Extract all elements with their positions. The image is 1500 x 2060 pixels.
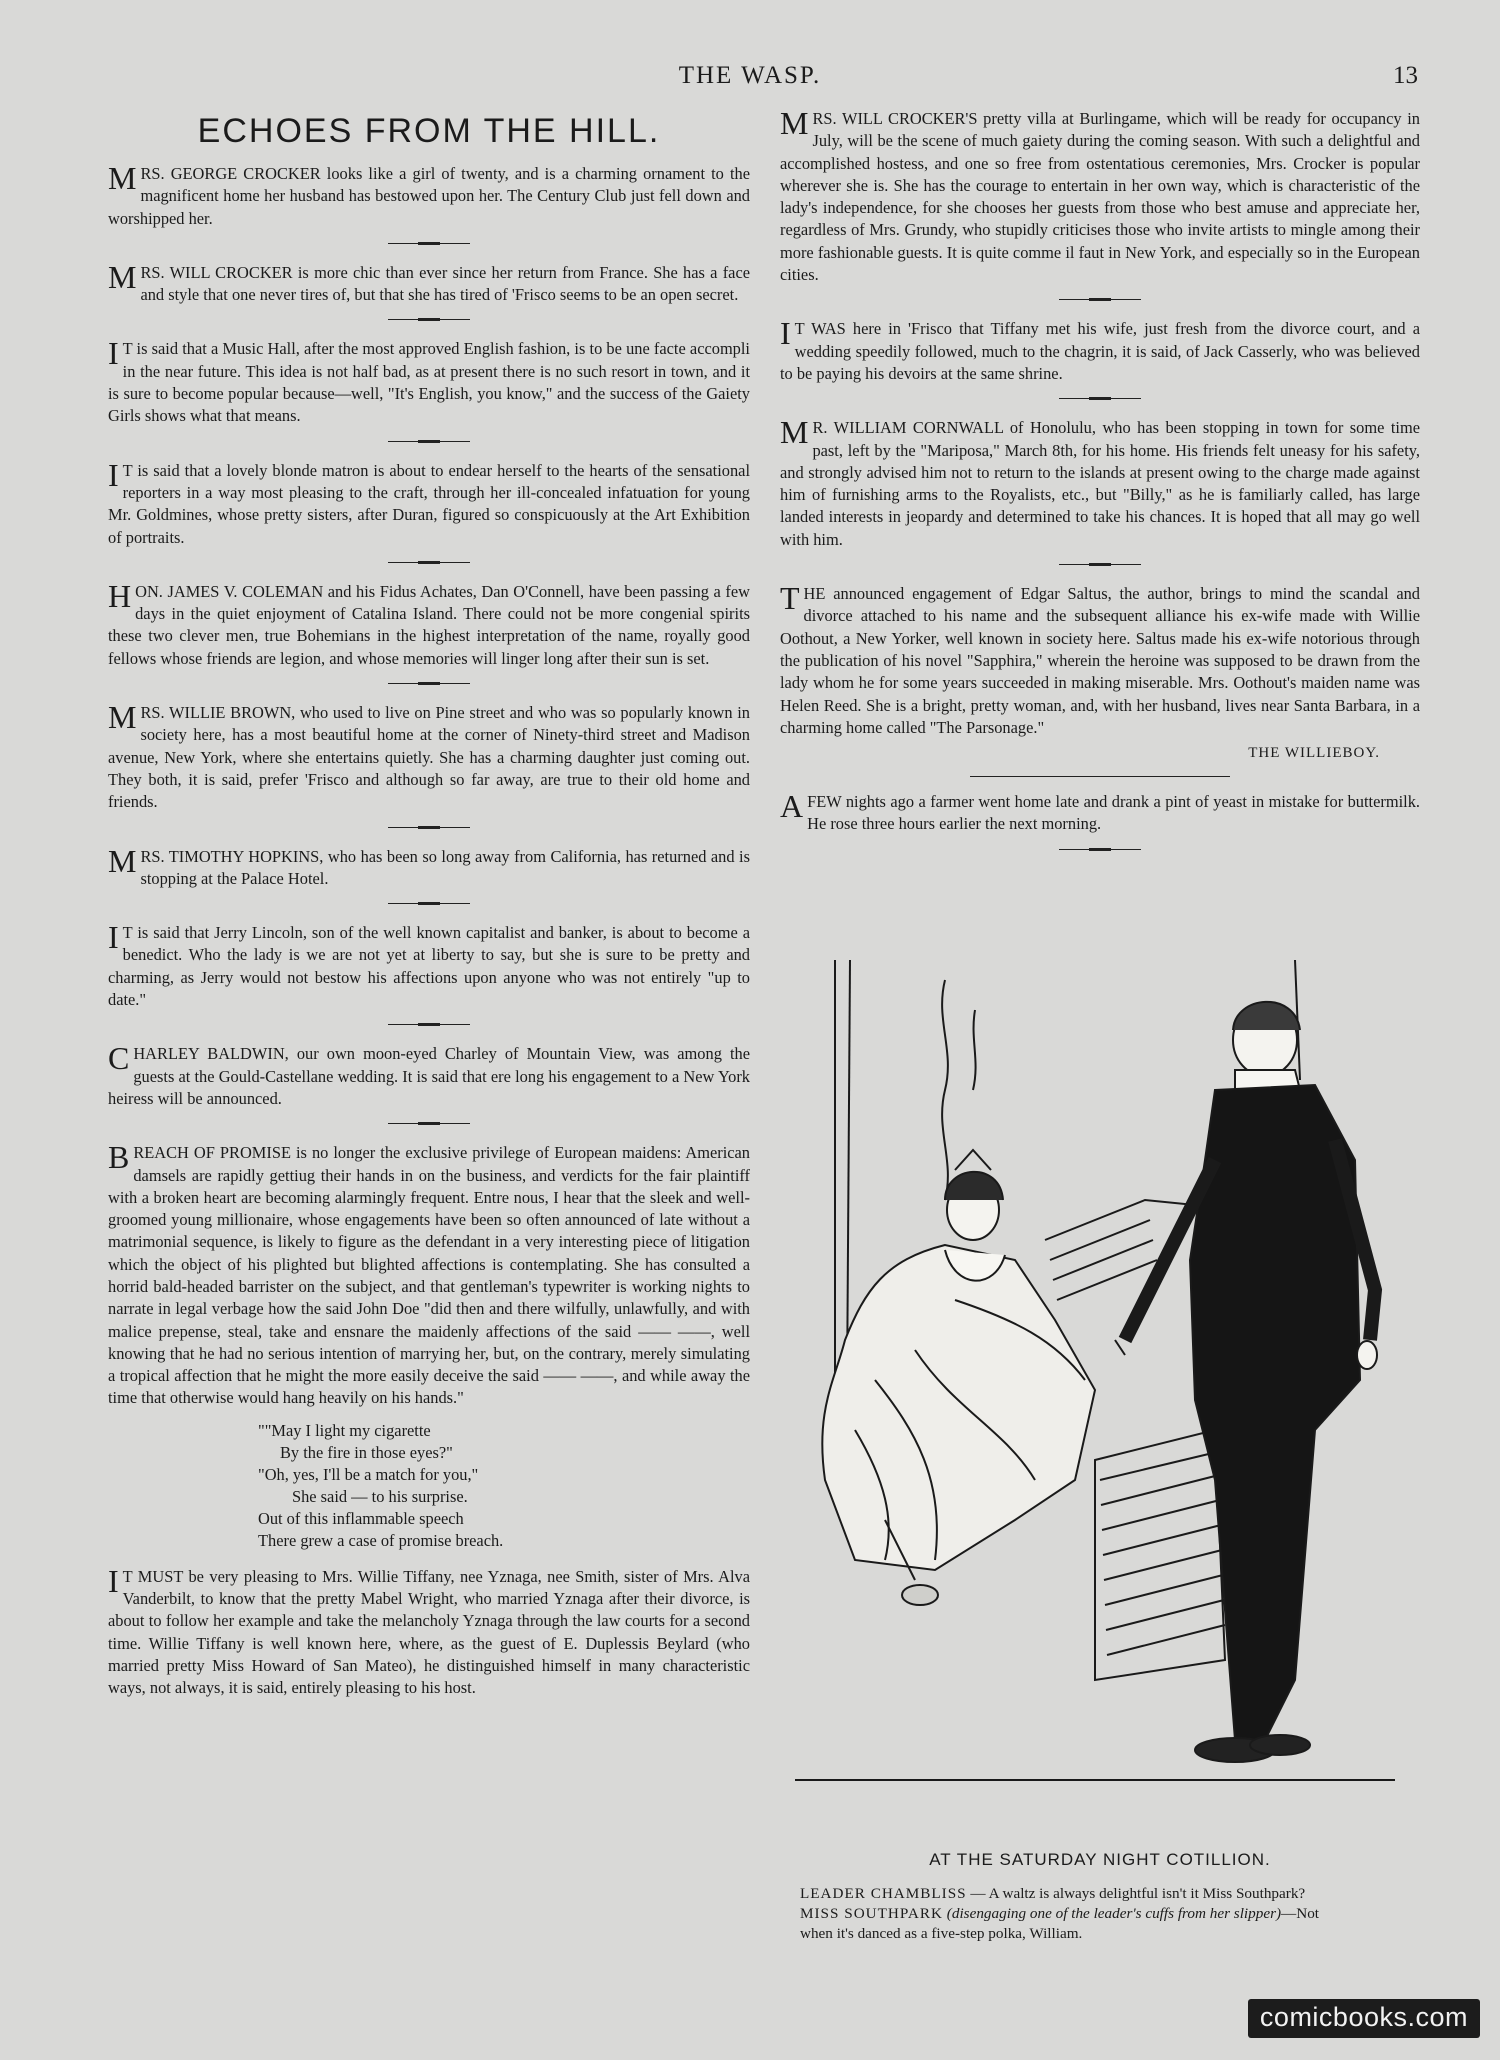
dialogue-southpark: —Not when it's danced as a five-step polka, William. bbox=[800, 1905, 1320, 1942]
drop-cap: A bbox=[780, 788, 804, 825]
drop-cap: I bbox=[108, 335, 119, 372]
separator bbox=[388, 683, 470, 684]
poem-line: By the fire in those eyes?" bbox=[280, 1442, 453, 1462]
item-text: FEW nights ago a farmer went home late and drank a pint of yeast in mistake for buttermilk. He rose three hours earlier the next morning. bbox=[807, 792, 1420, 834]
item-breach-of-promise bbox=[108, 1139, 750, 1410]
drop-cap: M bbox=[108, 160, 137, 196]
caption-line-1 bbox=[800, 1884, 1330, 1904]
drop-cap: H bbox=[108, 577, 132, 614]
item-text: T is said that Jerry Lincoln, son of the well known capitalist and banker, is about to become a benedict. Who the lady is we are not yet at liberty to say, but she is sure to be pretty and charming, as Jerry would not bestow his affections upon anyone who was not entirely "up to date." bbox=[108, 923, 750, 1010]
item-text: REACH OF PROMISE is no longer the exclusive privilege of European maidens: American damsels are rapidly gettiug their hands in on the business, and verdicts for the fair plaintiff with a broken heart are becoming alarmingly frequent. Entre nous, I hear that the sleek and well-groomed young millionaire, whose engagements have been so often announced of late without a matrimonial sequence, is likely to figure as the defendant in a very interesting piece of litigation which the object of his plighted but blighted affections is contemplating. She has consulted a horrid bald-headed barrister on the subject, and that gentleman's typewriter is working nights to narrate in legal verbage how the said John Doe "did then and there wilfully, unlawfully, and with malice prepense, steal, take and ensnare the maidenly affections of the said —— ——, well knowing that he had no serious intention of marrying her, but, on the contrary, merely simulating a tropical affection that he might the more easily deceive the said —— ——, and while away the time that otherwise would hang heavily on his hands." bbox=[108, 1143, 750, 1408]
drop-cap: T bbox=[780, 580, 800, 617]
page-header bbox=[0, 62, 1500, 92]
left-column bbox=[108, 108, 750, 1700]
separator bbox=[388, 243, 470, 244]
poem-line: Out of this inflammable speech bbox=[258, 1508, 464, 1528]
item-text: R. WILLIAM CORNWALL of Honolulu, who has been stopping in town for some time past, left by the "Mariposa," March 8th, for his home. His friends felt uneasy for his safety, and strongly advised him not to return to the islands at present owing to the charge made against him of furnishing arms to the Royalists, etc., but "Billy," as he is familiarly called, has large landed interests in jeopardy and determined to take his chances. It is hoped that all may go well with him. bbox=[780, 418, 1420, 549]
item-crocker-villa bbox=[780, 105, 1420, 286]
item-text: HARLEY BALDWIN, our own moon-eyed Charley of Mountain View, was among the guests at the Gould-Castellane wedding. It is said that ere long his engagement to a New York heiress will be announced. bbox=[108, 1044, 750, 1108]
item-blonde-matron bbox=[108, 456, 750, 549]
illustration-caption bbox=[800, 1884, 1330, 1944]
separator bbox=[388, 903, 470, 904]
separator bbox=[388, 1123, 470, 1124]
separator bbox=[1059, 849, 1141, 850]
drop-cap: M bbox=[780, 105, 809, 141]
dialogue-chambliss: — A waltz is always delightful isn't it Miss Southpark? bbox=[970, 1885, 1306, 1902]
separator bbox=[388, 319, 470, 320]
separator bbox=[1059, 299, 1141, 300]
item-text: T is said that a lovely blonde matron is about to endear herself to the hearts of the sensational reporters in a way most pleasing to the craft, through her ill-concealed infatuation for young Mr. Goldmines, whose pretty sisters, after Duran, figured so conspicuously at the Art Exhibition of portraits. bbox=[108, 460, 750, 547]
drop-cap: I bbox=[108, 456, 119, 493]
separator bbox=[1059, 398, 1141, 399]
drop-cap: C bbox=[108, 1040, 130, 1077]
masthead: THE WASP. bbox=[678, 62, 822, 89]
drop-cap: I bbox=[108, 919, 119, 956]
drop-cap: M bbox=[108, 699, 137, 736]
item-text: ON. JAMES V. COLEMAN and his Fidus Achates, Dan O'Connell, have been passing a few days in the quiet enjoyment of Catalina Island. There could not be more congenial spirits these two clever men, true Bohemians in the highest interpretation of the name, royally good fellows whose friends are legion, and whose memories will linger long after their sun is set. bbox=[108, 581, 750, 668]
item-william-cornwall bbox=[780, 414, 1420, 551]
item-text: RS. WILL CROCKER'S pretty villa at Burlingame, which will be ready for occupancy in July, will be the scene of much gaiety during the coming season. With such a delightful and accomplished hostess, and one so free from ostentatious ceremonies, Mrs. Crocker is popular wherever she is. She has the courage to entertain in her own way, which is characteristic of the lady's independence, for she chooses her guests from those who best amuse and appreciate her, regardless of Mrs. Grundy, who stupidly criticises those who invite artists to mingle among their more fashionable guests. It is quite comme il faut in New York, and especially so in the European cities. bbox=[780, 109, 1420, 285]
item-music-hall bbox=[108, 335, 750, 427]
article-title: ECHOES FROM THE HILL. bbox=[197, 112, 661, 150]
drop-cap: I bbox=[780, 315, 791, 352]
cotillion-illustration bbox=[795, 960, 1395, 1790]
item-willie-tiffany bbox=[108, 1562, 750, 1700]
item-edgar-saltus bbox=[780, 580, 1420, 739]
item-text: T is said that a Music Hall, after the most approved English fashion, is to be une facte accompli in the near future. This idea is not half bad, as at present there is no such resort in town, and it is sure to become popular because—well, "It's English, you know," and the success of the Gaiety Girls shows what that means. bbox=[108, 339, 750, 426]
item-text: T WAS here in 'Frisco that Tiffany met his wife, just fresh from the divorce court, and a wedding speedily followed, much to the chagrin, it is said, of Jack Casserly, who was believed to be paying his devoirs at the same shrine. bbox=[780, 319, 1420, 383]
separator bbox=[388, 562, 470, 563]
illustration-title: AT THE SATURDAY NIGHT COTILLION. bbox=[929, 1850, 1271, 1869]
separator-long bbox=[970, 776, 1230, 777]
item-text: RS. GEORGE CROCKER looks like a girl of twenty, and is a charming ornament to the magnificent home her husband has bestowed upon her. The Century Club just fell down and worshipped her. bbox=[108, 164, 750, 228]
separator bbox=[388, 441, 470, 442]
stage-direction: (disengaging one of the leader's cuffs from her slipper) bbox=[946, 1905, 1282, 1922]
drop-cap: M bbox=[108, 258, 137, 295]
poem bbox=[258, 1420, 750, 1552]
poem-line: There grew a case of promise breach. bbox=[258, 1530, 504, 1550]
site-watermark: comicbooks.com bbox=[1248, 1999, 1480, 2038]
item-text: RS. TIMOTHY HOPKINS, who has been so long away from California, has returned and is stopping at the Palace Hotel. bbox=[140, 846, 750, 888]
separator bbox=[1059, 564, 1141, 565]
drop-cap: B bbox=[108, 1139, 130, 1176]
item-text: RS. WILL CROCKER is more chic than ever since her return from France. She has a face and style that one never tires of, but that she has tired of 'Frisco seems to be an open secret. bbox=[140, 262, 750, 305]
right-column bbox=[780, 105, 1420, 868]
item-text: T MUST be very pleasing to Mrs. Willie Tiffany, nee Yznaga, nee Smith, sister of Mrs. Alva Vanderbilt, to know that the pretty Mabel Wright, who married Yznaga after their divorce, is about to follow her example and take the melancholy Yznaga through the law courts for a second time. Willie Tiffany is well known here, where, as the guest of E. Duplessis Beylard (who married pretty Miss Howard of San Mateo), he distinguished himself in many characteristic ways, not always, it is said, entirely pleasing to his host. bbox=[108, 1566, 750, 1698]
item-farmer-joke bbox=[780, 788, 1420, 836]
item-will-crocker bbox=[108, 258, 750, 307]
separator bbox=[388, 1024, 470, 1025]
item-charley-baldwin bbox=[108, 1040, 750, 1110]
item-george-crocker bbox=[108, 160, 750, 230]
item-willie-brown bbox=[108, 699, 750, 813]
drop-cap: M bbox=[780, 414, 809, 451]
poem-line: "Oh, yes, I'll be a match for you," bbox=[258, 1464, 479, 1484]
speaker-chambliss: LEADER CHAMBLISS bbox=[800, 1885, 967, 1902]
poem-line: ""May I light my cigarette bbox=[258, 1420, 431, 1440]
item-text: HE announced engagement of Edgar Saltus, the author, brings to mind the scandal and divorce attached to his name and the subsequent alliance his ex-wife made with Willie Oothout, a New Yorker, well known in society here. Saltus made his ex-wife notorious through the publication of his novel "Sapphira," wherein the heroine was supposed to be drawn from the lady whom he for some years succeeded in making miserable. Mrs. Oothout's maiden name was Helen Reed. She is a bright, pretty woman, and, with her husband, lives near Santa Barbara, in a charming home called "The Parsonage." bbox=[780, 584, 1420, 737]
signature: THE WILLIEBOY. bbox=[1248, 745, 1380, 762]
separator bbox=[388, 827, 470, 828]
poem-line: She said — to his surprise. bbox=[292, 1486, 468, 1506]
caption-line-2 bbox=[800, 1904, 1330, 1944]
item-james-coleman bbox=[108, 577, 750, 670]
item-jerry-lincoln bbox=[108, 919, 750, 1011]
drop-cap: M bbox=[108, 842, 137, 879]
item-text: RS. WILLIE BROWN, who used to live on Pine street and who was so popularly known in society here, has a most beautiful home at the corner of Ninety-third street and Madison avenue, New York, where she entertains quietly. She has a charming daughter just coming out. They both, it is said, prefer 'Frisco and although so far away, are true to their old home and friends. bbox=[108, 703, 750, 812]
drop-cap: I bbox=[108, 1562, 119, 1599]
item-timothy-hopkins bbox=[108, 842, 750, 891]
page-number: 13 bbox=[1393, 62, 1418, 89]
speaker-southpark: MISS SOUTHPARK bbox=[800, 1905, 943, 1922]
item-tiffany-wife bbox=[780, 315, 1420, 385]
